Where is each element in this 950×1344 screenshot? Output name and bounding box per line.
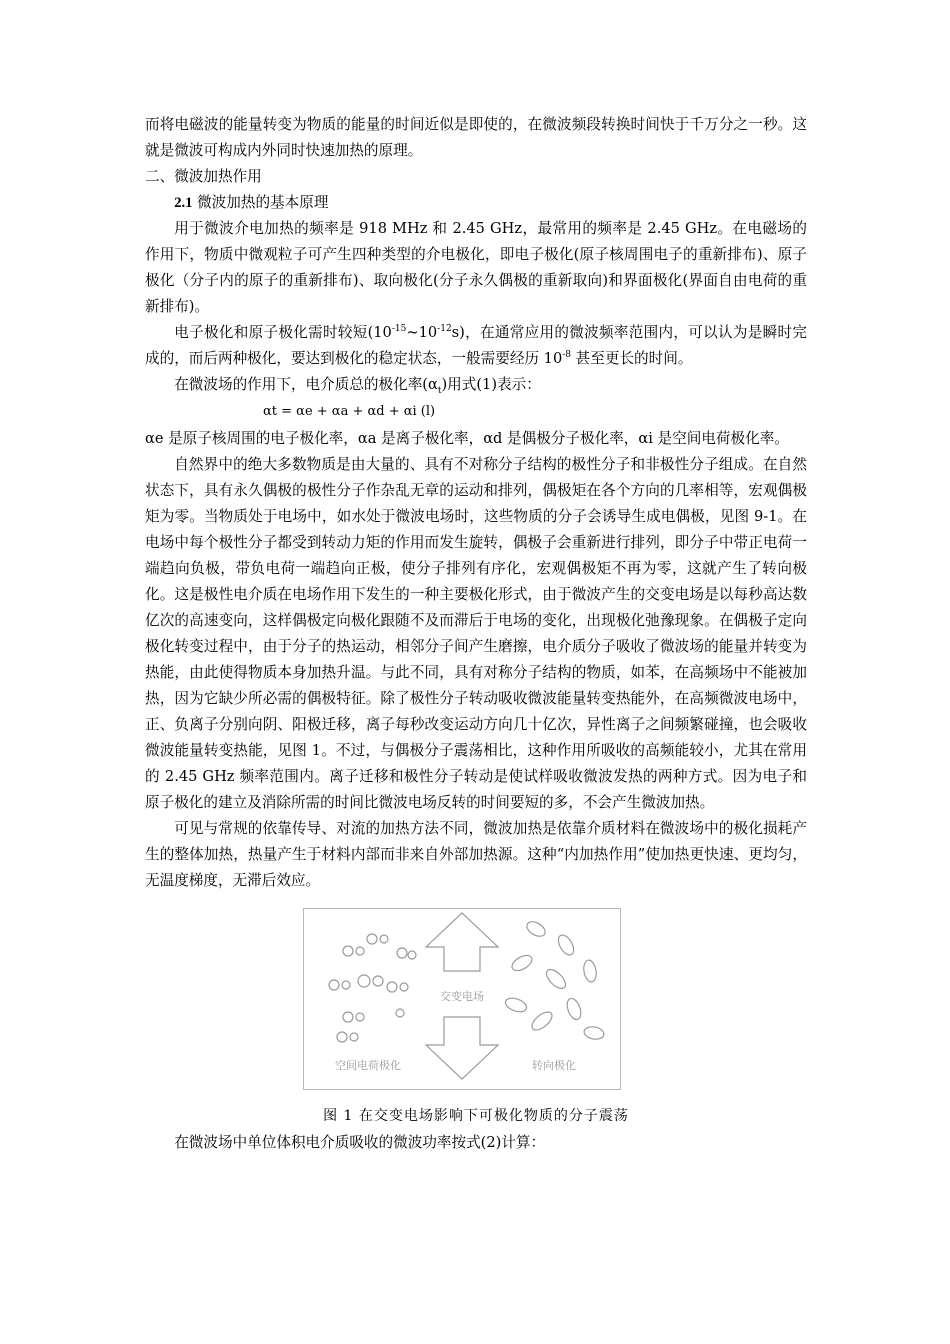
subsection-text: 微波加热的基本原理 [192,194,329,211]
paragraph-conclusion: 可见与常规的依靠传导、对流的加热方法不同，微波加热是依靠介质材料在微波场中的极化损耗产生的整体加热，热量产生于材料内部而非来自外部加热源。这种“内加热作用”使加热更快速、更均匀，无温度梯度，无滞后效应。 [145,820,807,889]
paragraph-mechanism: 自然界中的绝大多数物质是由大量的、具有不对称分子结构的极性分子和非极性分子组成。在自然状态下，具有永久偶极的极性分子作杂乱无章的运动和排列，偶极矩在各个方向的几率相等，宏观偶极矩为零。当物质处于电场中，如水处于微波电场时，这些物质的分子会诱导生成电偶极，见图 9-1。在电场中每个极性分子都受到转动力矩的作用而发生旋转，偶极子会重新进行排列，即分子中带正电荷一端趋向负极，带负电荷一端趋向正极，使分子排列有序化，宏观偶极矩不再为零，这就产生了转向极化。这是极性电介质在电场作用下发生的一种主要极化形式，由于微波产生的交变电场是以每秒高达数亿次的高速变向，这样偶极定向极化跟随不及而滞后于电场的变化，出现极化弛豫现象。在偶极子定向极化转变过程中，由于分子的热运动，相邻分子间产生磨擦，电介质分子吸收了微波场的能量并转变为热能，由此使得物质本身加热升温。与此不同，具有对称分子结构的物质，如苯，在高频场中不能被加热，因为它缺少所必需的偶极特征。除了极性分子转动吸收微波能量转变热能外，在高频微波电场中，正、负离子分别向阴、阳极迁移，离子每秒改变运动方向几十亿次，异性离子之间频繁碰撞，也会吸收微波能量转变热能，见图 1。不过，与偶极分子震荡相比，这种作用所吸收的高频能较小，尤其在常用的 2.45 GHz 频率范围内。离子迁移和极性分子转动是使试样吸收微波发热的两种方式。因为电子和原子极化的建立及消除所需的时间比微波电场反转的时间要短的多，不会产生微波加热。 [145,456,807,811]
document-page [145,112,807,1156]
paragraph-power: 在微波场中单位体积电介质吸收的微波功率按式(2)计算： [174,1134,546,1151]
paragraph-intro: 而将电磁波的能量转变为物质的能量的时间近似是即使的，在微波频段转换时间快于千万分之一秒。这就是微波可构成内外同时快速加热的原理。 [145,116,807,159]
text-seg: 电子极化和原子极化需时较短(10 [174,324,392,341]
text-seg: )用式(1)表示： [441,376,541,393]
subsection-title [145,190,807,216]
up-arrow-icon [426,913,498,971]
exponent: -15 [391,324,407,335]
down-arrow-icon [426,1017,498,1079]
equation-1: αt = αe + αa + αd + αi (l) [263,404,436,419]
exponent: -12 [437,324,452,335]
text-seg: 甚至更长的时间。 [571,350,693,367]
figure-1 [303,908,621,1090]
figure-right-label: 转向极化 [532,1059,576,1072]
figure-left-label: 空间电荷极化 [335,1059,401,1072]
figure-caption: 图 1 在交变电场影响下可极化物质的分子震荡 [323,1108,629,1124]
paragraph-symbol-definitions: αe 是原子核周围的电子极化率，αa 是离子极化率，αd 是偶极分子极化率，αi 是空间电荷极化率。 [145,430,789,447]
paragraph-frequency: 用于微波介电加热的频率是 918 MHz 和 2.45 GHz，最常用的频率是 2.45 GHz。在电磁场的作用下，物质中微观粒子可产生四种类型的介电极化，即电子极化(原子核周围电子的重新排布)、原子极化（分子内的原子的重新排布)、取向极化(分子永久偶极的重新取向)和界面极化(界面自由电荷的重新排布)。 [145,220,807,315]
text-seg: ~10 [406,324,438,341]
text-seg: 在微波场的作用下，电介质总的极化率(α [174,376,438,393]
subsection-number: 2.1 [174,195,193,211]
exponent: -8 [562,350,572,361]
paragraph-total-polarizability [145,372,807,398]
left-molecules-icon [329,934,416,1042]
figure-center-label: 交变电场 [440,990,484,1003]
figure-illustration [304,909,620,1089]
text-seg: s)，在通常应用的微波频率范围内，可以认为是瞬时完成的，而后两种极化，要达到极化的稳定状态，一般需要经历 10 [145,324,808,367]
paragraph-polarization-time [145,320,807,372]
subscript: t [437,385,442,396]
section-title: 二、微波加热作用 [145,168,262,185]
right-dipoles-icon [504,919,605,1041]
